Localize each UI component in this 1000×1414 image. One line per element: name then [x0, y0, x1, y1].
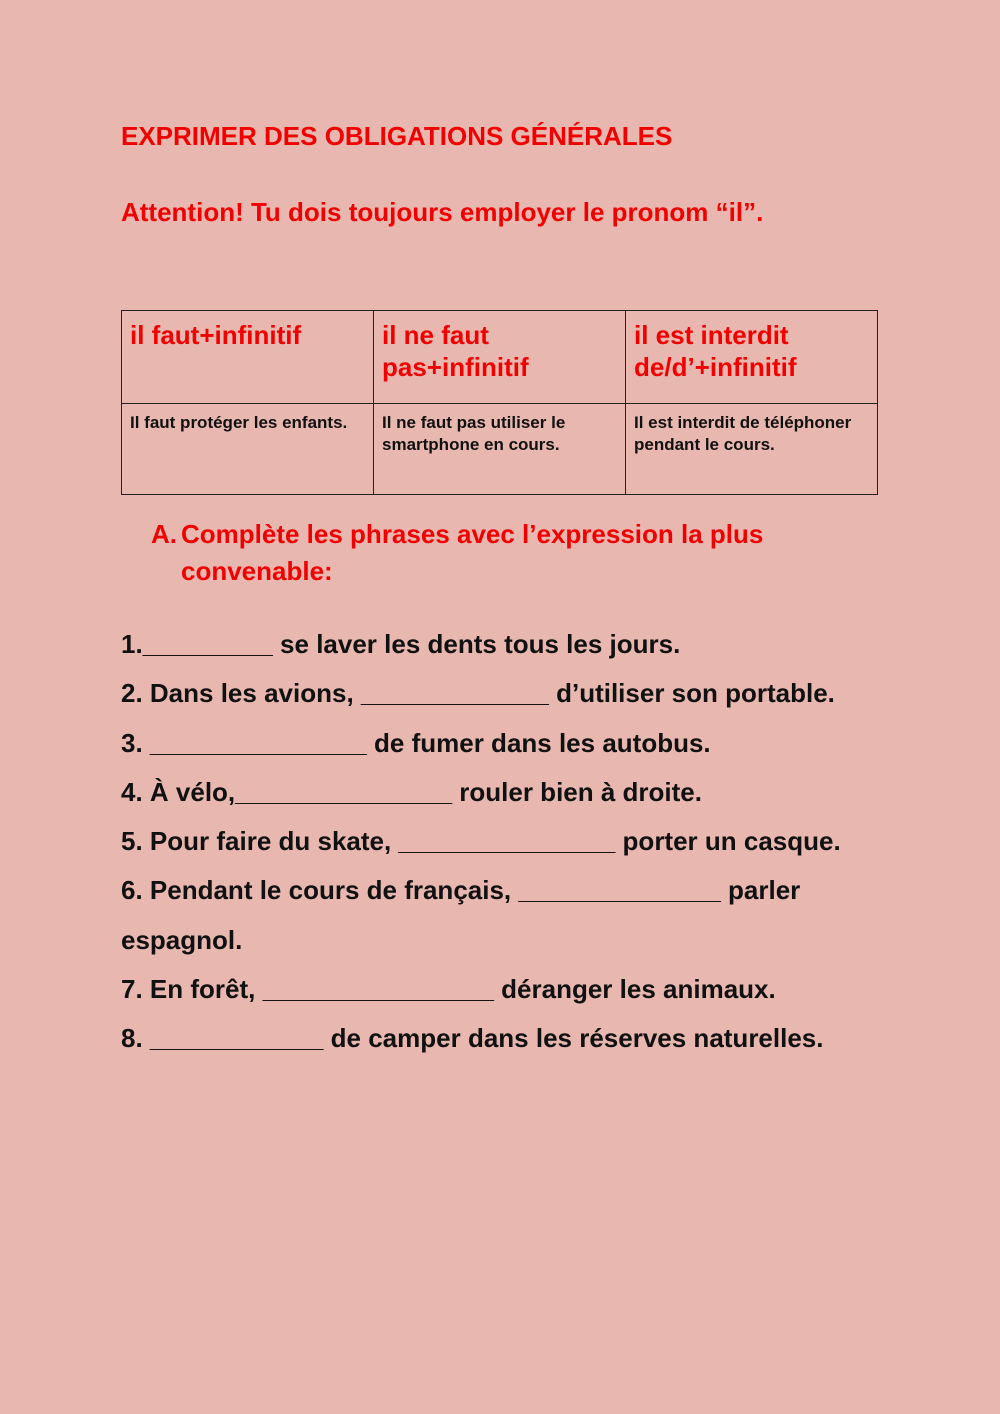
table-header-cell: il est interdit de/d’+infinitif — [626, 311, 878, 404]
table-example-cell: Il ne faut pas utiliser le smartphone en cours. — [374, 404, 626, 495]
table-example-cell: Il est interdit de téléphoner pendant le cours. — [626, 404, 878, 495]
table-example-cell: Il faut protéger les enfants. — [122, 404, 374, 495]
exercise-item: 8. ____________ de camper dans les réserves naturelles. — [121, 1023, 824, 1054]
table-example-row — [122, 404, 878, 495]
exercise-instruction — [151, 516, 851, 590]
exercise-item: 1._________ se laver les dents tous les jours. — [121, 629, 681, 659]
table-header-cell: il faut+infinitif — [122, 311, 374, 404]
exercise-item: 2. Dans les avions, _____________ d’utiliser son portable. — [121, 678, 835, 709]
instruction-marker: A. — [151, 519, 177, 549]
exercise-item: 7. En forêt, ________________ déranger les animaux. — [121, 974, 776, 1005]
exercise-item: 5. Pour faire du skate, _______________ porter un casque. — [121, 826, 841, 857]
exercise-list — [121, 620, 881, 1064]
rules-table — [121, 310, 878, 495]
page-title: EXPRIMER DES OBLIGATIONS GÉNÉRALES — [121, 121, 673, 151]
instruction-text: Complète les phrases avec l’expression la plus convenable: — [181, 519, 764, 586]
table-header-row — [122, 311, 878, 404]
table-header-cell: il ne faut pas+infinitif — [374, 311, 626, 404]
attention-note: Attention! Tu dois toujours employer le pronom “il”. — [121, 197, 764, 227]
exercise-item: 4. À vélo,_______________ rouler bien à droite. — [121, 776, 702, 807]
exercise-item: 3. _______________ de fumer dans les autobus. — [121, 727, 711, 758]
exercise-item: 6. Pendant le cours de français, ______________ parler espagnol. — [121, 875, 801, 955]
